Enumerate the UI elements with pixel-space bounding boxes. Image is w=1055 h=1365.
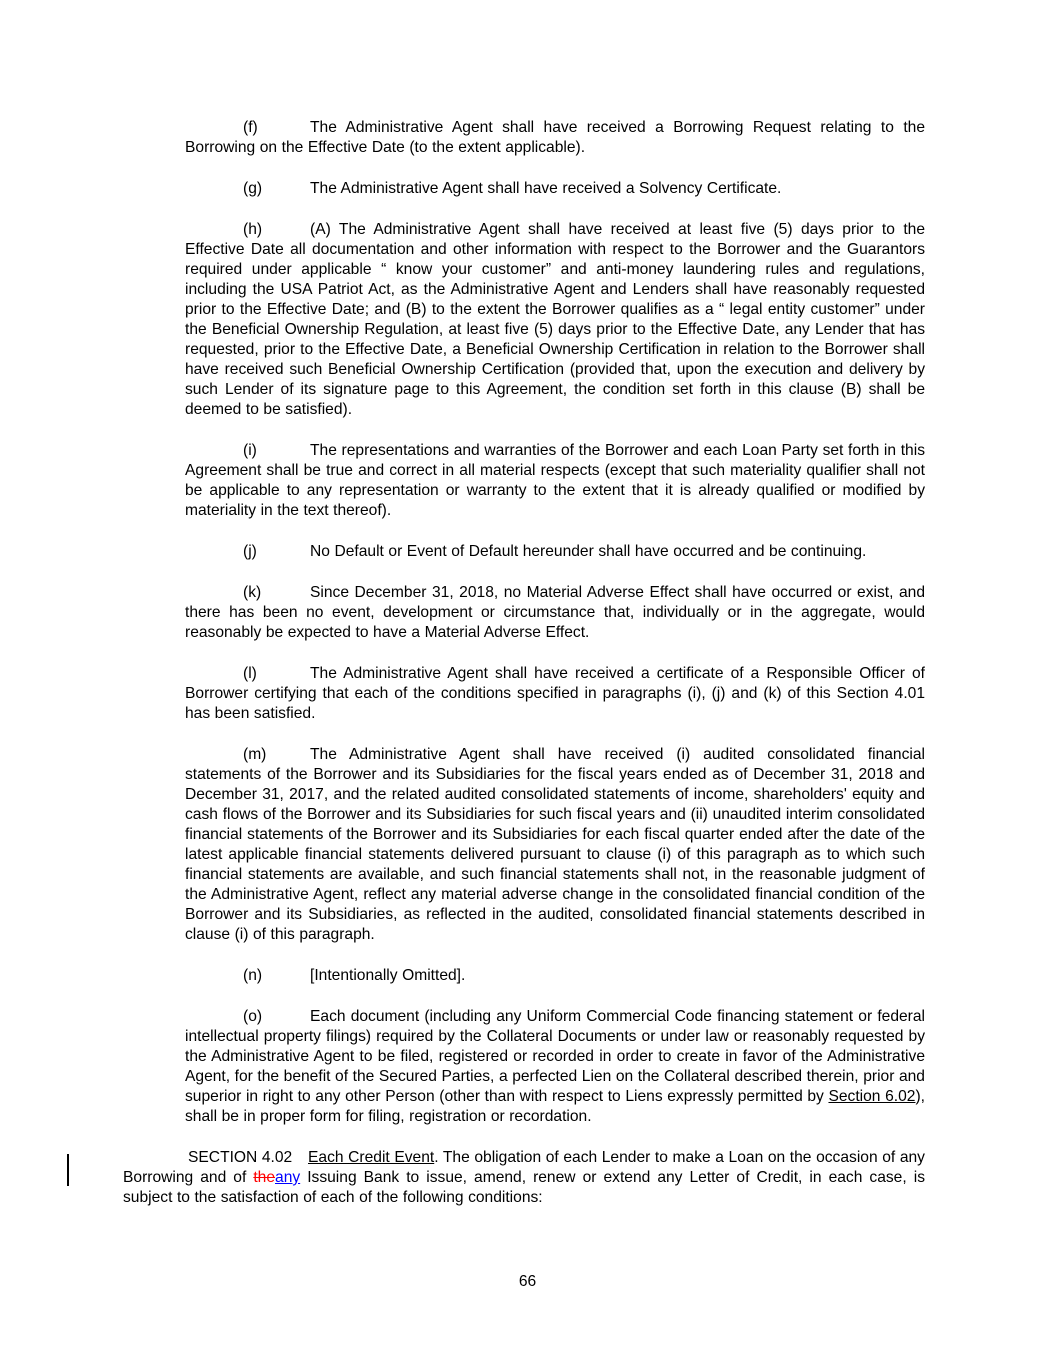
section-number: SECTION 4.02 [188, 1149, 293, 1166]
paragraph-i-text: The representations and warranties of the Borrower and each Loan Party set forth in this Agreement shall be true and correct in all material respects (except that such materiality qualifier shall not be applicable to any representation or warranty to the extent that it is already qualified or modified by materiality in the text thereof). [185, 442, 925, 519]
paragraph-m [185, 745, 925, 945]
paragraph-i [185, 441, 925, 521]
paragraph-f-label: (f) [243, 119, 258, 136]
paragraph-h [185, 220, 925, 420]
section-body-after-edit: Issuing Bank to issue, amend, renew or extend any Letter of Credit, in each case, is subject to the satisfaction of each of the following conditions: [123, 1169, 925, 1206]
paragraph-k-text: Since December 31, 2018, no Material Adverse Effect shall have occurred or exist, and there has been no event, development or circumstance that, individually or in the aggregate, would reasonably be expected to have a Material Adverse Effect. [185, 584, 925, 641]
paragraph-o-text-after: ), shall be in proper form for filing, registration or recordation. [185, 1088, 925, 1125]
section-title: Each Credit Event [308, 1149, 435, 1166]
change-bar [67, 1154, 69, 1186]
paragraph-o-text-before: Each document (including any Uniform Commercial Code financing statement or federal intellectual property filings) required by the Collateral Documents or under law or reasonably requested by the Administrative Agent to be filed, registered or recorded in order to create in favor of the Administrative Agent, for the benefit of the Secured Parties, a perfected Lien on the Collateral described therein, prior and superior in right to any other Person (other than with respect to Liens expressly permitted by [185, 1008, 925, 1105]
paragraph-j [185, 542, 925, 562]
paragraph-g-text: The Administrative Agent shall have received a Solvency Certificate. [310, 180, 782, 197]
paragraph-h-label: (h) [243, 221, 263, 238]
paragraph-j-text: No Default or Event of Default hereunder shall have occurred and be continuing. [310, 543, 867, 560]
paragraph-i-label: (i) [243, 442, 257, 459]
paragraph-o-label: (o) [243, 1008, 263, 1025]
paragraph-f-text: The Administrative Agent shall have received a Borrowing Request relating to the Borrowing on the Effective Date (to the extent applicable). [185, 119, 925, 156]
paragraph-k-label: (k) [243, 584, 262, 601]
paragraph-h-text: (A) The Administrative Agent shall have received at least five (5) days prior to the Effective Date all documentation and other information with respect to the Borrower and the Guarantors required under applicable “ know your customer” and anti-money laundering rules and regulations, including the USA Patriot Act, as the Administrative Agent and Lenders shall have reasonably requested prior to the Effective Date; and (B) to the extent the Borrower qualifies as a “ legal entity customer” under the Beneficial Ownership Regulation, at least five (5) days prior to the Effective Date, any Lender that has requested, prior to the Effective Date, a Beneficial Ownership Certification in relation to the Borrower shall have received such Beneficial Ownership Certification (provided that, upon the execution and delivery by such Lender of its signature page to this Agreement, the condition set forth in this clause (B) shall be deemed to be satisfied). [185, 221, 925, 418]
paragraph-g-label: (g) [243, 180, 263, 197]
paragraph-l-text: The Administrative Agent shall have received a certificate of a Responsible Officer of Borrower certifying that each of the conditions specified in paragraphs (i), (j) and (k) of this Section 4.01 has been satisfied. [185, 665, 925, 722]
deleted-text: the [253, 1169, 276, 1186]
paragraph-m-text: The Administrative Agent shall have received (i) audited consolidated financial statements of the Borrower and its Subsidiaries for the fiscal years ended as of December 31, 2018 and December 31, 2017, and the related audited consolidated statements of income, shareholders' equity and cash flows of the Borrower and its Subsidiaries for such fiscal years and (ii) unaudited interim consolidated financial statements of the Borrower and its Subsidiaries for each fiscal quarter ended after the date of the latest applicable financial statements delivered pursuant to clause (i) of this paragraph as to which such financial statements are available, and such financial statements shall not, in the reasonable judgment of the Administrative Agent, reflect any material adverse change in the consolidated financial condition of the Borrower and its Subsidiaries, as reflected in the audited, consolidated financial statements described in clause (i) of this paragraph. [185, 746, 925, 943]
section-body-before-edit: . The obligation of each Lender to make a Loan on the occasion of any Borrowing and of [123, 1149, 925, 1186]
paragraph-l-label: (l) [243, 665, 257, 682]
document-content [123, 118, 925, 1208]
paragraph-n-label: (n) [243, 967, 263, 984]
paragraph-n-text: [Intentionally Omitted]. [310, 967, 466, 984]
paragraph-m-label: (m) [243, 746, 267, 763]
paragraph-g [185, 179, 925, 199]
paragraph-j-label: (j) [243, 543, 257, 560]
paragraph-k [185, 583, 925, 643]
page-number: 66 [518, 1273, 537, 1290]
paragraph-n [185, 966, 925, 986]
paragraph-o [185, 1007, 925, 1127]
paragraph-f [185, 118, 925, 158]
paragraph-l [185, 664, 925, 724]
section-6-02-reference: Section 6.02 [828, 1088, 916, 1105]
section-4-02-paragraph [123, 1148, 925, 1208]
inserted-text: any [275, 1169, 301, 1186]
